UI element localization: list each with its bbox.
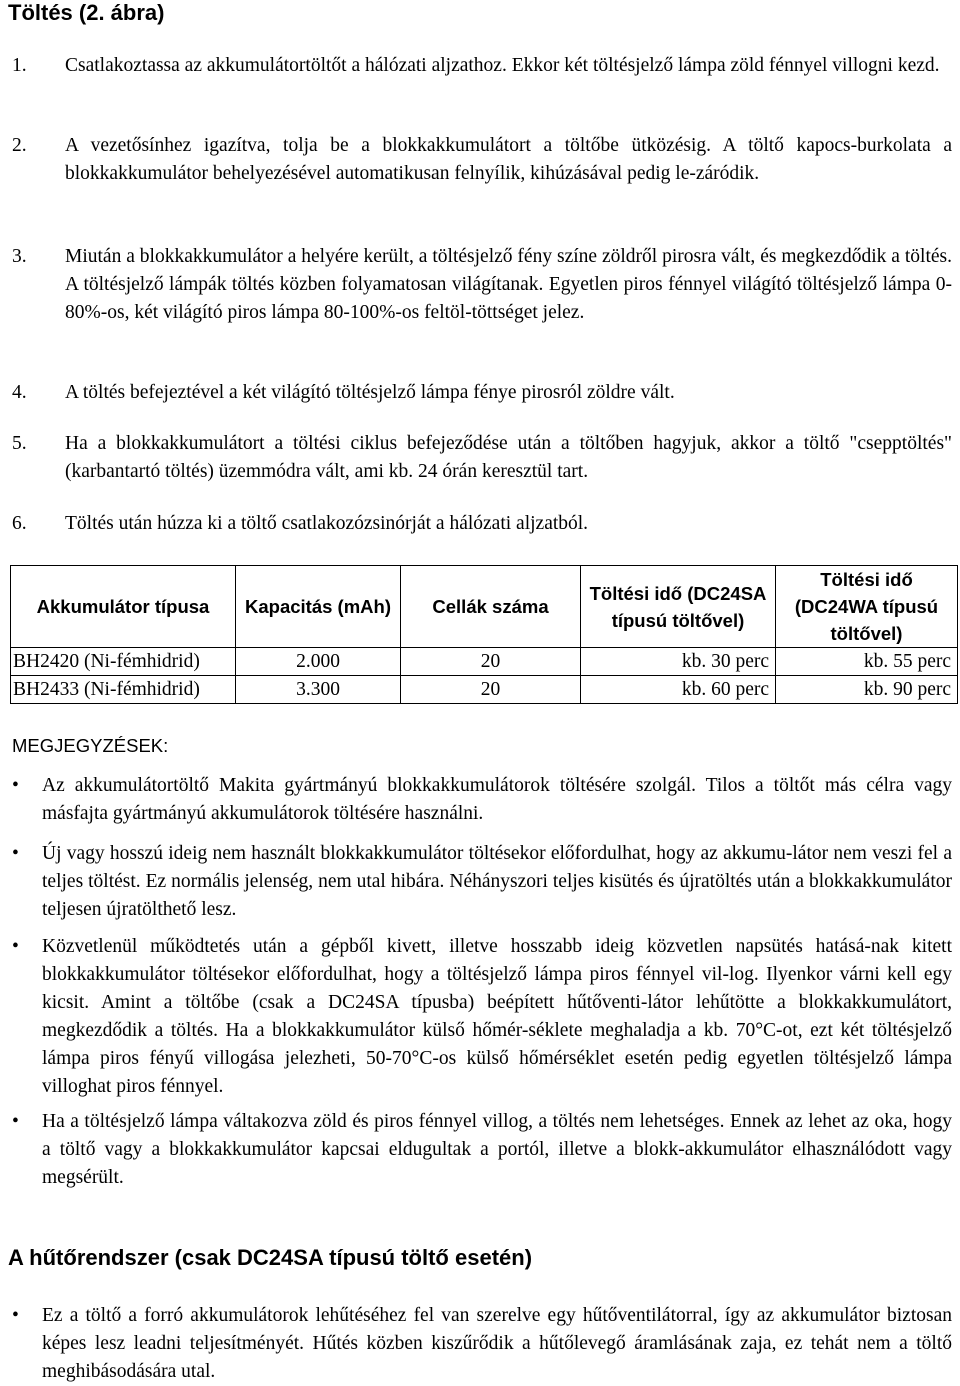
step-item <box>12 132 952 188</box>
bullet-icon: • <box>12 775 19 796</box>
note-text: Új vagy hosszú ideig nem használt blokkakkumulátor töltésekor előfordulhat, hogy az akkumu-látor nem veszi fel a teljes töltést. Ez normális jelenség, nem utal hibára. Néhányszori teljes kisütés és újratöltés után a blokkakkumulátor teljesen újratölthető lesz. <box>42 843 952 920</box>
step-item <box>12 379 952 407</box>
table-cell: kb. 90 perc <box>776 676 958 704</box>
note-item <box>12 1302 952 1386</box>
bullet-icon: • <box>12 1111 19 1132</box>
step-number: 1. <box>12 55 27 76</box>
table-cell: 20 <box>401 676 581 704</box>
battery-spec-table <box>10 565 958 704</box>
section-heading-charging: Töltés (2. ábra) <box>8 0 165 25</box>
notes-title: MEGJEGYZÉSEK: <box>12 735 169 756</box>
step-item <box>12 430 952 486</box>
table-cell: 3.300 <box>236 676 401 704</box>
step-text: Miután a blokkakkumulátor a helyére került, a töltésjelző fény színe zöldről pirosra vált, és megkezdődik a töltés. A töltésjelző lámpák töltés közben folyamatosan világítanak. Egyetlen piros fénnyel világító töltésjelző lámpa 0-80%-os, két világító piros lámpa 80-100%-os feltöl-töttséget jelez. <box>65 246 952 323</box>
table-cell: 20 <box>401 648 581 676</box>
step-text: A vezetősínhez igazítva, tolja be a blokkakkumulátort a töltőbe ütközésig. A töltő kapocs-burkolata a blokkakkumulátor behelyezésével automatikusan felnyílik, kihúzásával pedig le-záródik. <box>65 135 952 184</box>
step-text: Ha a blokkakkumulátort a töltési ciklus befejeződése után a töltőben hagyjuk, akkor a töltő "csepptöltés" (karbantartó töltés) üzemmódra vált, ami kb. 24 órán keresztül tart. <box>65 433 952 482</box>
table-cell: 2.000 <box>236 648 401 676</box>
bullet-icon: • <box>12 1305 19 1326</box>
step-text: Csatlakoztassa az akkumulátortöltőt a hálózati aljzathoz. Ekkor két töltésjelző lámpa zöld fénnyel villogni kezd. <box>65 55 940 76</box>
bullet-icon: • <box>12 843 19 864</box>
note-text: Ha a töltésjelző lámpa váltakozva zöld és piros fénnyel villog, a töltés nem lehetséges. Ennek az lehet az oka, hogy a töltő vagy a blokkakkumulátor kapcsai eldugultak a portól, illetve a blokk-akkumulátor elhasználódott vagy megsérült. <box>42 1111 952 1188</box>
column-header: Töltési idő (DC24SA típusú töltővel) <box>581 566 776 648</box>
column-header: Cellák száma <box>401 566 581 648</box>
note-text: Közvetlenül működtetés után a gépből kivett, illetve hosszabb ideig közvetlen napsütés hatásá-nak kitett blokkakkumulátor töltésekor előfordulhat, hogy a töltésjelző lámpa piros fénnyel vil-log. Ilyenkor várni kell egy kicsit. Amint a töltőbe (csak a DC24SA típusba) beépített hűtőventi-látor lehűtötte a blokkakkumulátort, megkezdődik a töltés. Ha a blokkakkumulátor külső hőmér-séklete meghaladja a kb. 70°C-ot, ezt két töltésjelző lámpa piros fényű villogása jelezheti, 50-70°C-os külső hőmérséklet esetén pedig egyetlen töltésjelző lámpa villoghat piros fénnyel. <box>42 936 952 1097</box>
step-item <box>12 243 952 327</box>
step-number: 3. <box>12 246 27 267</box>
column-header: Töltési idő (DC24WA típusú töltővel) <box>776 566 958 648</box>
table-cell: kb. 30 perc <box>581 648 776 676</box>
step-item <box>12 52 952 80</box>
step-number: 6. <box>12 513 27 534</box>
step-number: 2. <box>12 135 27 156</box>
table-cell: BH2433 (Ni-fémhidrid) <box>11 676 236 704</box>
step-item <box>12 510 952 538</box>
bullet-icon: • <box>12 936 19 957</box>
note-text: Az akkumulátortöltő Makita gyártmányú blokkakkumulátorok töltésére szolgál. Tilos a töltőt más célra vagy másfajta gyártmányú akkumulátorok töltésére használni. <box>42 775 952 824</box>
note-text: Ez a töltő a forró akkumulátorok lehűtéséhez fel van szerelve egy hűtőventilátorral, így az akkumulátor biztosan képes lesz leadni teljesítményét. Hűtés közben kiszűrődik a hűtőlevegő áramlásának zaja, ez tehát nem a töltő meghibásodására utal. <box>42 1305 952 1382</box>
step-text: A töltés befejeztével a két világító töltésjelző lámpa fénye pirosról zöldre vált. <box>65 382 675 403</box>
table-cell: BH2420 (Ni-fémhidrid) <box>11 648 236 676</box>
step-number: 4. <box>12 382 27 403</box>
note-item <box>12 840 952 924</box>
table-cell: kb. 60 perc <box>581 676 776 704</box>
note-item <box>12 933 952 1101</box>
column-header: Akkumulátor típusa <box>11 566 236 648</box>
section-heading-cooling: A hűtőrendszer (csak DC24SA típusú töltő esetén) <box>8 1245 533 1270</box>
table-cell: kb. 55 perc <box>776 648 958 676</box>
step-text: Töltés után húzza ki a töltő csatlakozózsinórját a hálózati aljzatból. <box>65 513 589 534</box>
table-row <box>11 676 958 704</box>
note-item <box>12 772 952 828</box>
table-header-row <box>11 566 958 648</box>
column-header: Kapacitás (mAh) <box>236 566 401 648</box>
table-row <box>11 648 958 676</box>
step-number: 5. <box>12 433 27 454</box>
note-item <box>12 1108 952 1192</box>
